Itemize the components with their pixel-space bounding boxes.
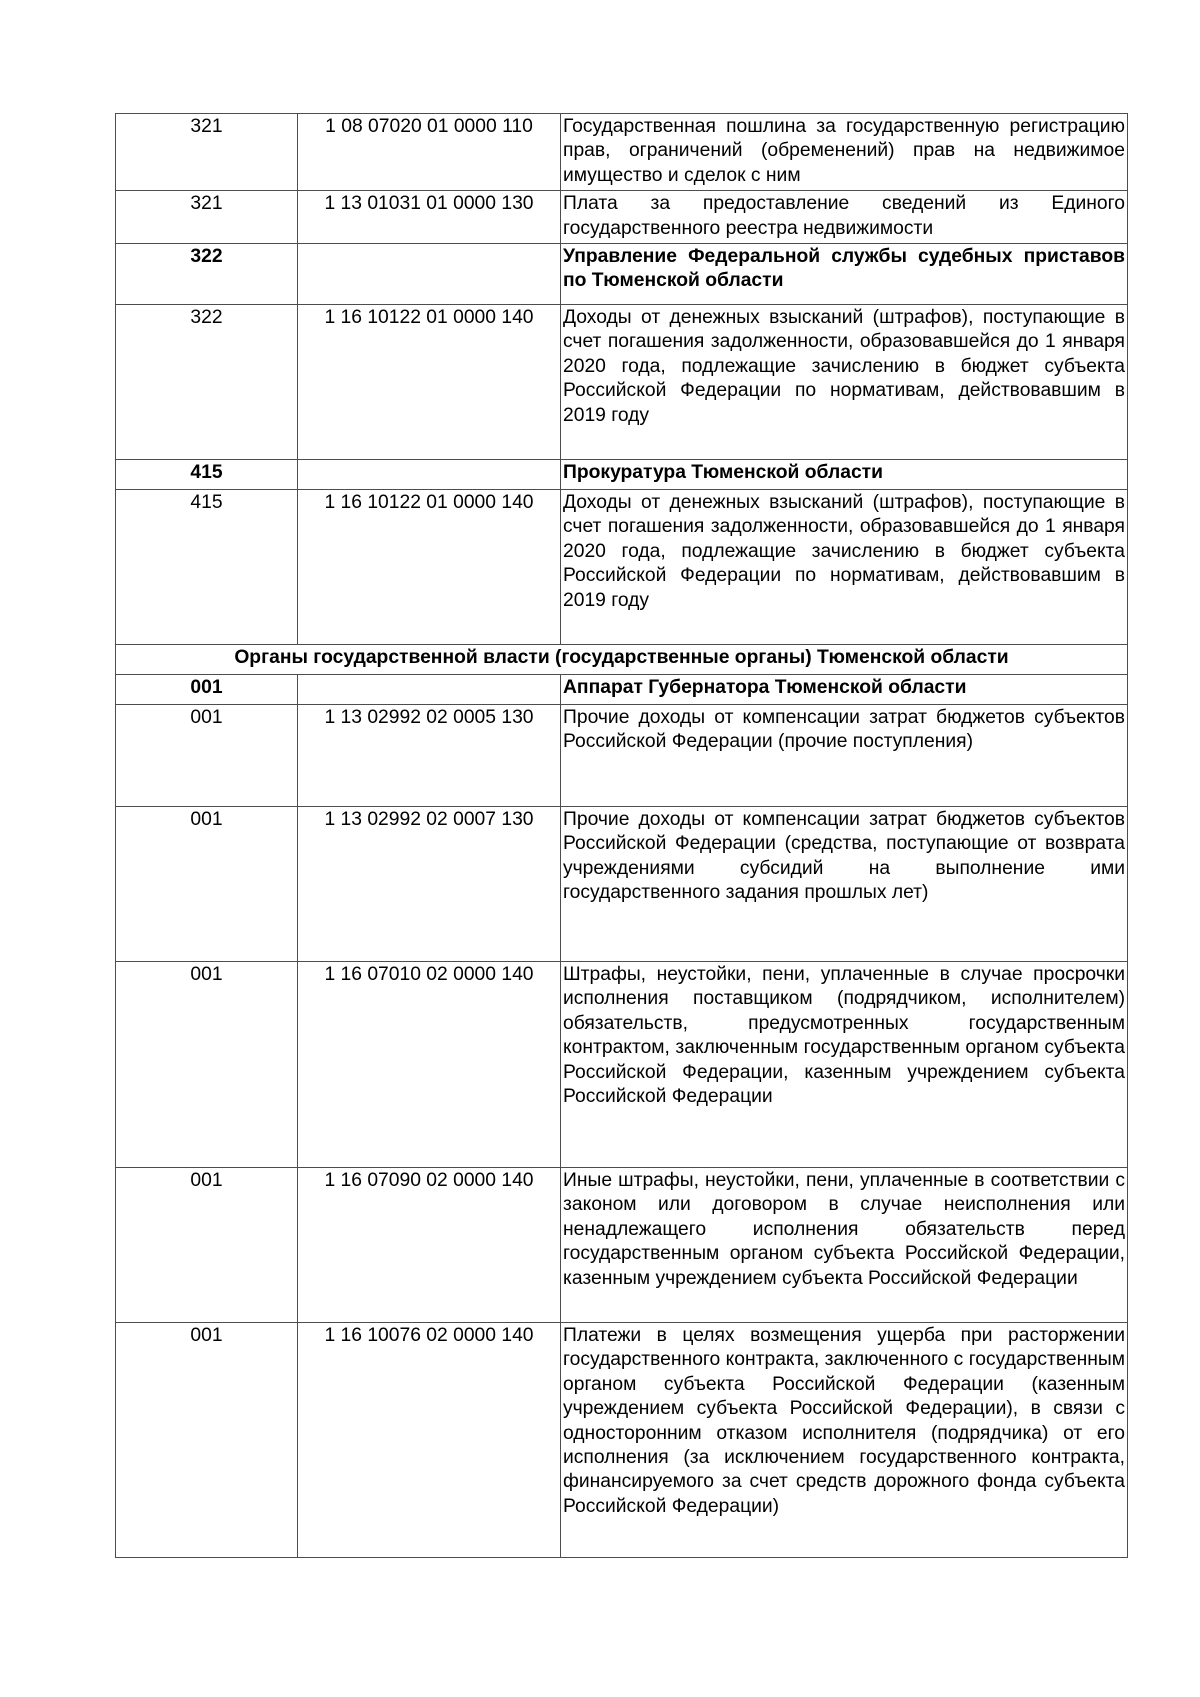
admin-code-cell: 322: [116, 244, 298, 305]
section-heading-row: [116, 645, 1128, 675]
admin-code-cell: 322: [116, 305, 298, 460]
table-row: [116, 1168, 1128, 1323]
revenue-name-cell: Иные штрафы, неустойки, пени, уплаченные в соответствии с законом или договором в случае неисполнения или ненадлежащего исполнения обязательств перед государственным органом субъекта Российской Федерации, казенным учреждением субъекта Российской Федерации: [561, 1168, 1128, 1323]
administrator-name-cell: Аппарат Губернатора Тюменской области: [561, 675, 1128, 705]
revenue-name-cell: Платежи в целях возмещения ущерба при расторжении государственного контракта, заключенного с государственным органом субъекта Российской Федерации (казенным учреждением субъекта Российской Федерации), в связи с односторонним отказом исполнителя (подрядчика) от его исполнения (за исключением государственного контракта, финансируемого за счет средств дорожного фонда субъекта Российской Федерации): [561, 1323, 1128, 1558]
revenue-name-cell: Плата за предоставление сведений из Единого государственного реестра недвижимости: [561, 191, 1128, 244]
budget-code-cell: [298, 244, 561, 305]
budget-code-cell: 1 08 07020 01 0000 110: [298, 114, 561, 191]
section-heading: Органы государственной власти (государственные органы) Тюменской области: [116, 645, 1128, 675]
revenue-name-cell: Штрафы, неустойки, пени, уплаченные в случае просрочки исполнения поставщиком (подрядчиком, исполнителем) обязательств, предусмотренных государственным контрактом, заключенным государственным органом субъекта Российской Федерации, казенным учреждением субъекта Российской Федерации: [561, 962, 1128, 1168]
admin-code-cell: 001: [116, 1323, 298, 1558]
table-row: [116, 962, 1128, 1168]
table-row: [116, 807, 1128, 962]
admin-code-cell: 415: [116, 460, 298, 490]
administrator-name-cell: Управление Федеральной службы судебных приставов по Тюменской области: [561, 244, 1128, 305]
table-row: [116, 305, 1128, 460]
budget-code-cell: 1 13 02992 02 0007 130: [298, 807, 561, 962]
budget-code-cell: [298, 460, 561, 490]
administrator-name-cell: Прокуратура Тюменской области: [561, 460, 1128, 490]
revenue-name-cell: Прочие доходы от компенсации затрат бюджетов субъектов Российской Федерации (средства, поступающие от возврата учреждениями субсидий на выполнение ими государственного задания прошлых лет): [561, 807, 1128, 962]
revenue-name-cell: Государственная пошлина за государственную регистрацию прав, ограничений (обременений) прав на недвижимое имущество и сделок с ним: [561, 114, 1128, 191]
budget-code-cell: 1 16 10122 01 0000 140: [298, 305, 561, 460]
table-row: [116, 114, 1128, 191]
admin-code-cell: 001: [116, 1168, 298, 1323]
revenue-codes-table: [115, 113, 1128, 1558]
admin-code-cell: 321: [116, 114, 298, 191]
admin-code-cell: 001: [116, 705, 298, 807]
admin-code-cell: 415: [116, 490, 298, 645]
table-row: [116, 490, 1128, 645]
admin-code-cell: 001: [116, 807, 298, 962]
admin-code-cell: 001: [116, 675, 298, 705]
revenue-name-cell: Доходы от денежных взысканий (штрафов), поступающие в счет погашения задолженности, образовавшейся до 1 января 2020 года, подлежащие зачислению в бюджет субъекта Российской Федерации по нормативам, действовавшим в 2019 году: [561, 305, 1128, 460]
table-row: [116, 1323, 1128, 1558]
budget-code-cell: 1 16 07010 02 0000 140: [298, 962, 561, 1168]
administrator-heading-row: [116, 244, 1128, 305]
budget-code-cell: 1 16 07090 02 0000 140: [298, 1168, 561, 1323]
budget-code-cell: 1 16 10122 01 0000 140: [298, 490, 561, 645]
admin-code-cell: 321: [116, 191, 298, 244]
budget-code-cell: 1 16 10076 02 0000 140: [298, 1323, 561, 1558]
revenue-name-cell: Доходы от денежных взысканий (штрафов), поступающие в счет погашения задолженности, образовавшейся до 1 января 2020 года, подлежащие зачислению в бюджет субъекта Российской Федерации по нормативам, действовавшим в 2019 году: [561, 490, 1128, 645]
table-row: [116, 705, 1128, 807]
budget-code-cell: 1 13 01031 01 0000 130: [298, 191, 561, 244]
table-row: [116, 191, 1128, 244]
budget-code-cell: [298, 675, 561, 705]
administrator-heading-row: [116, 460, 1128, 490]
administrator-heading-row: [116, 675, 1128, 705]
budget-code-cell: 1 13 02992 02 0005 130: [298, 705, 561, 807]
admin-code-cell: 001: [116, 962, 298, 1168]
revenue-name-cell: Прочие доходы от компенсации затрат бюджетов субъектов Российской Федерации (прочие поступления): [561, 705, 1128, 807]
